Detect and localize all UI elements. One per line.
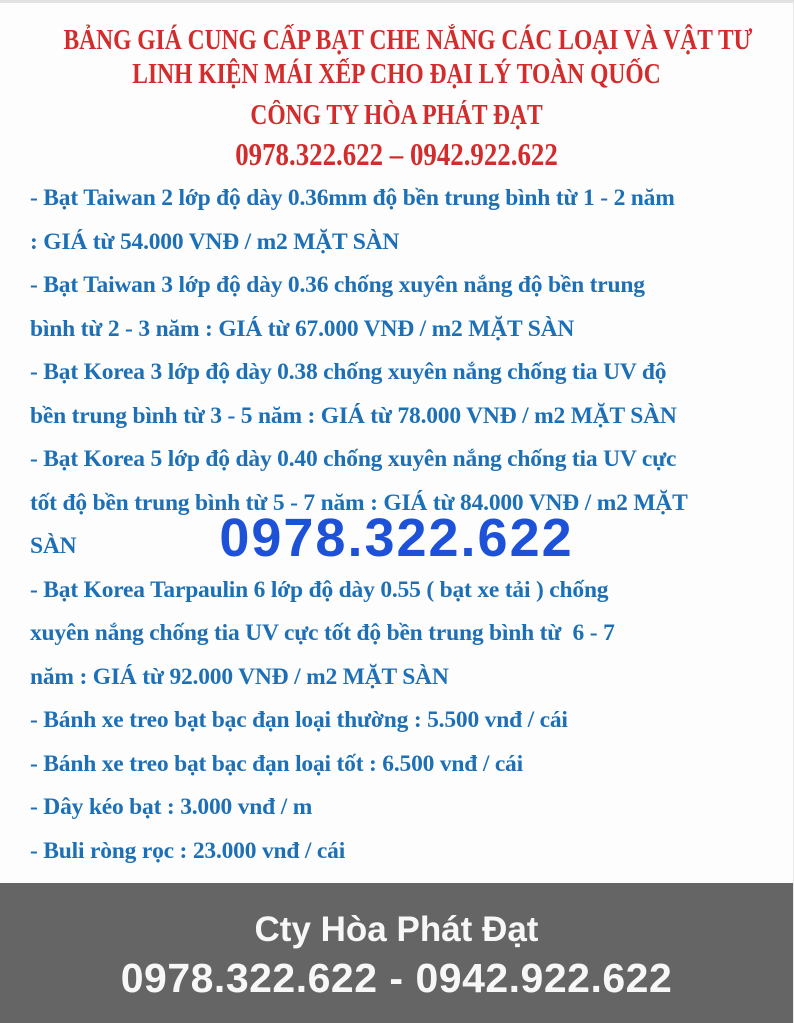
footer-company-name: Cty Hòa Phát Đạt bbox=[254, 910, 539, 949]
price-line: - Bánh xe treo bạt bạc đạn loại tốt : 6.500 vnđ / cái bbox=[30, 750, 523, 777]
price-line: năm : GIÁ từ 92.000 VNĐ / m2 MẶT SÀN bbox=[30, 663, 449, 690]
price-line: bền trung bình từ 3 - 5 năm : GIÁ từ 78.000 VNĐ / m2 MẶT SÀN bbox=[30, 402, 677, 429]
page-footer bbox=[0, 883, 793, 1023]
page-title-line-2: LINH KIỆN MÁI XẾP CHO ĐẠI LÝ TOÀN QUỐC bbox=[132, 59, 661, 90]
price-line: - Bạt Korea Tarpaulin 6 lớp độ dày 0.55 ( bạt xe tải ) chống bbox=[30, 576, 609, 603]
price-line: - Dây kéo bạt : 3.000 vnđ / m bbox=[30, 794, 313, 820]
footer-phone-numbers: 0978.322.622 - 0942.922.622 bbox=[120, 955, 673, 1001]
price-line: - Bạt Korea 3 lớp độ dày 0.38 chống xuyên nắng chống tia UV độ bbox=[30, 359, 667, 385]
price-line: - Bánh xe treo bạt bạc đạn loại thường : 5.500 vnđ / cái bbox=[30, 707, 568, 733]
header-phone-numbers: 0978.322.622 – 0942.922.622 bbox=[235, 136, 558, 172]
price-line: bình từ 2 - 3 năm : GIÁ từ 67.000 VNĐ / m2 MẶT SÀN bbox=[30, 315, 575, 342]
price-line: SÀN bbox=[30, 533, 77, 559]
price-line: - Bạt Taiwan 2 lớp độ dày 0.36mm độ bền trung bình từ 1 - 2 năm bbox=[30, 185, 675, 211]
watermark-phone-number: 0978.322.622 bbox=[219, 508, 574, 568]
page-title-line-1: BẢNG GIÁ CUNG CẤP BẠT CHE NẮNG CÁC LOẠI VÀ VẬT TƯ bbox=[63, 25, 753, 56]
price-line: xuyên nắng chống tia UV cực tốt độ bền trung bình từ 6 - 7 bbox=[30, 620, 615, 646]
price-line: tốt độ bền trung bình từ 5 - 7 năm : GIÁ từ 84.000 VNĐ / m2 MẶT bbox=[30, 489, 688, 516]
price-line: - Bạt Korea 5 lớp độ dày 0.40 chống xuyên nắng chống tia UV cực bbox=[30, 446, 677, 472]
price-line: - Bạt Taiwan 3 lớp độ dày 0.36 chống xuyên nắng độ bền trung bbox=[30, 272, 645, 298]
price-list bbox=[0, 177, 793, 873]
company-name: CÔNG TY HÒA PHÁT ĐẠT bbox=[250, 100, 543, 131]
page-header bbox=[0, 3, 793, 173]
price-line: - Buli ròng rọc : 23.000 vnđ / cái bbox=[30, 837, 346, 864]
price-line: : GIÁ từ 54.000 VNĐ / m2 MẶT SÀN bbox=[30, 228, 400, 255]
